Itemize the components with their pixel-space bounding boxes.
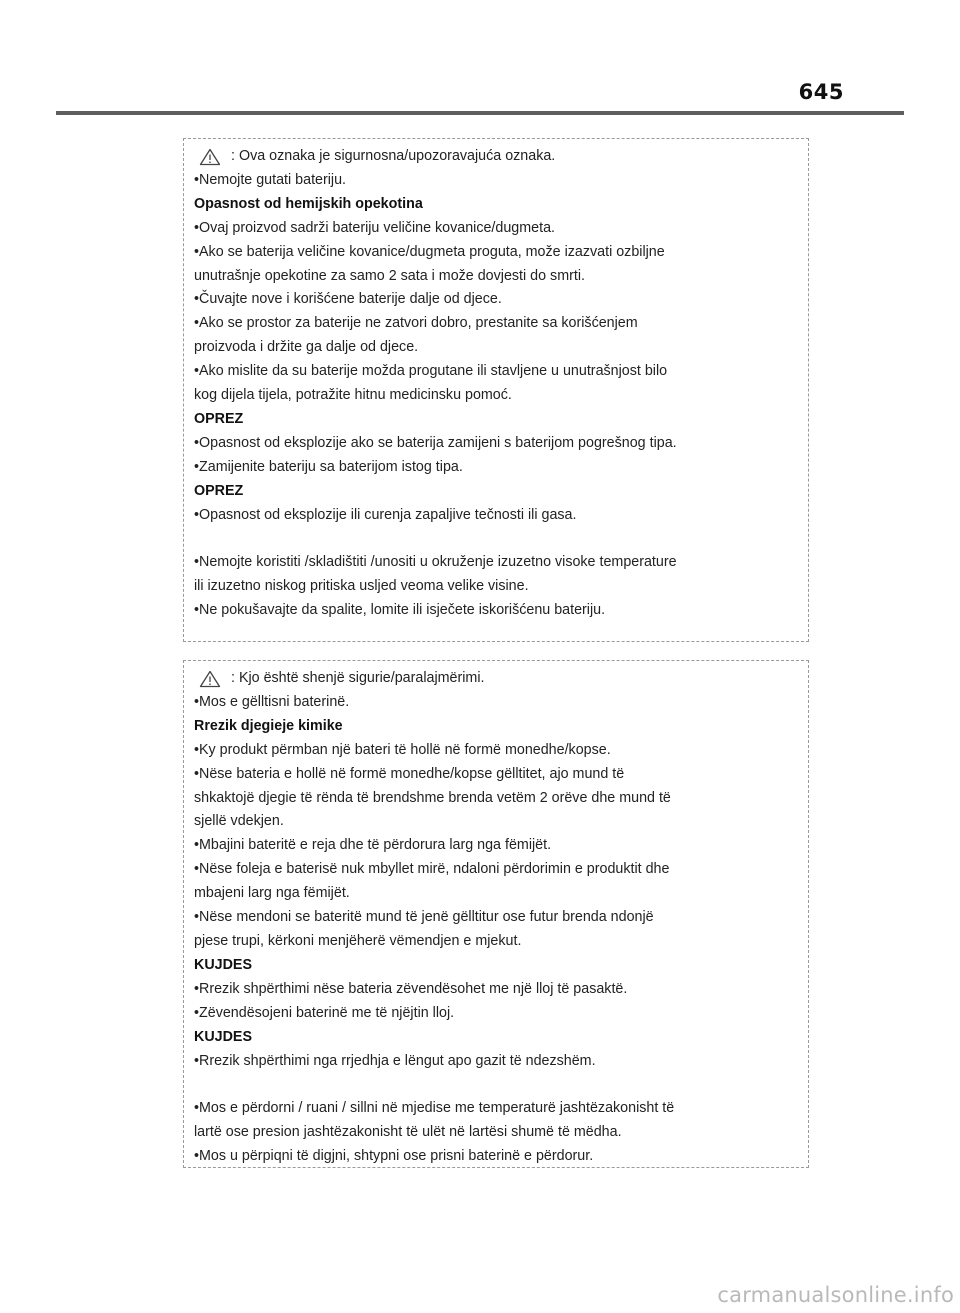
text-line: lartë ose presion jashtëzakonisht të ulët në lartësi shumë të mëdha.	[194, 1124, 622, 1141]
text-line: proizvoda i držite ga dalje od djece.	[194, 339, 419, 356]
warning-box-bosnian	[183, 138, 809, 642]
warning-label: : Kjo është shenjë sigurie/paralajmërimi.	[231, 670, 485, 686]
text-line: •Rrezik shpërthimi nga rrjedhja e lëngut apo gazit të ndezshëm.	[194, 1052, 596, 1069]
text-line: •Zamijenite bateriju sa baterijom istog tipa.	[194, 458, 463, 475]
warning-header	[194, 145, 798, 169]
text-line: sjellë vdekjen.	[194, 813, 284, 830]
warning-box-albanian	[183, 660, 809, 1168]
text-line: •Opasnost od eksplozije ili curenja zapaljive tečnosti ili gasa.	[194, 506, 577, 523]
section-heading: Rrezik djegieje kimike	[194, 717, 343, 734]
section-heading: KUJDES	[194, 1028, 252, 1045]
warning-header	[194, 667, 798, 691]
text-line: •Ky produkt përmban një bateri të hollë në formë monedhe/kopse.	[194, 741, 611, 758]
section-heading: KUJDES	[194, 956, 252, 973]
text-line: •Mos e gëlltisni baterinë.	[194, 693, 350, 710]
blank-line	[194, 1073, 798, 1097]
text-line: unutrašnje opekotine za samo 2 sata i može dovjesti do smrti.	[194, 267, 585, 284]
text-line: •Mos e përdorni / ruani / sillni në mjedise me temperaturë jashtëzakonisht të	[194, 1100, 675, 1117]
text-line: •Nëse mendoni se bateritë mund të jenë gëlltitur ose futur brenda ndonjë	[194, 909, 654, 926]
text-line: •Nemojte koristiti /skladištiti /unositi u okruženje izuzetno visoke temperature	[194, 554, 677, 571]
text-line: kog dijela tijela, potražite hitnu medicinsku pomoć.	[194, 387, 512, 404]
warning-triangle-icon	[199, 148, 221, 166]
text-line: •Ako se prostor za baterije ne zatvori dobro, prestanite sa korišćenjem	[194, 315, 638, 332]
text-line: •Nëse bateria e hollë në formë monedhe/kopse gëlltitet, ajo mund të	[194, 765, 625, 782]
text-line: •Nëse foleja e baterisë nuk mbyllet mirë, ndaloni përdorimin e produktit dhe	[194, 861, 670, 878]
text-line: mbajeni larg nga fëmijët.	[194, 885, 350, 902]
text-line: •Čuvajte nove i korišćene baterije dalje od djece.	[194, 291, 502, 308]
text-line: •Rrezik shpërthimi nëse bateria zëvendësohet me një lloj të pasaktë.	[194, 980, 628, 997]
box1-lines	[194, 169, 798, 623]
text-line: ili izuzetno niskog pritiska usljed veoma velike visine.	[194, 578, 529, 595]
watermark: carmanualsonline.info	[717, 1283, 954, 1307]
text-line: •Zëvendësojeni baterinë me të njëjtin lloj.	[194, 1004, 455, 1021]
text-line: pjese trupi, kërkoni menjëherë vëmendjen e mjekut.	[194, 932, 522, 949]
text-line: •Ne pokušavajte da spalite, lomite ili isječete iskorišćenu bateriju.	[194, 602, 606, 619]
text-line: •Ovaj proizvod sadrži bateriju veličine kovanice/dugmeta.	[194, 219, 556, 236]
text-line: •Ako se baterija veličine kovanice/dugmeta proguta, može izazvati ozbiljne	[194, 243, 665, 260]
section-heading: OPREZ	[194, 482, 244, 499]
page-number: 645	[798, 80, 844, 104]
text-line: •Ako mislite da su baterije možda progutane ili stavljene u unutrašnjost bilo	[194, 363, 668, 380]
text-line: •Mos u përpiqni të digjni, shtypni ose prisni baterinë e përdorur.	[194, 1148, 594, 1165]
text-line: •Mbajini bateritë e reja dhe të përdorura larg nga fëmijët.	[194, 837, 552, 854]
blank-line	[194, 528, 798, 552]
section-heading: Opasnost od hemijskih opekotina	[194, 195, 423, 212]
text-line: •Opasnost od eksplozije ako se baterija zamijeni s baterijom pogrešnog tipa.	[194, 434, 677, 451]
text-line: •Nemojte gutati bateriju.	[194, 171, 347, 188]
section-heading: OPREZ	[194, 410, 244, 427]
header-rule	[56, 111, 904, 115]
box2-lines	[194, 691, 798, 1169]
warning-label: : Ova oznaka je sigurnosna/upozoravajuća oznaka.	[231, 148, 556, 164]
text-line: shkaktojë djegie të rënda të brendshme brenda vetëm 2 orëve dhe mund të	[194, 789, 671, 806]
warning-triangle-icon	[199, 670, 221, 688]
